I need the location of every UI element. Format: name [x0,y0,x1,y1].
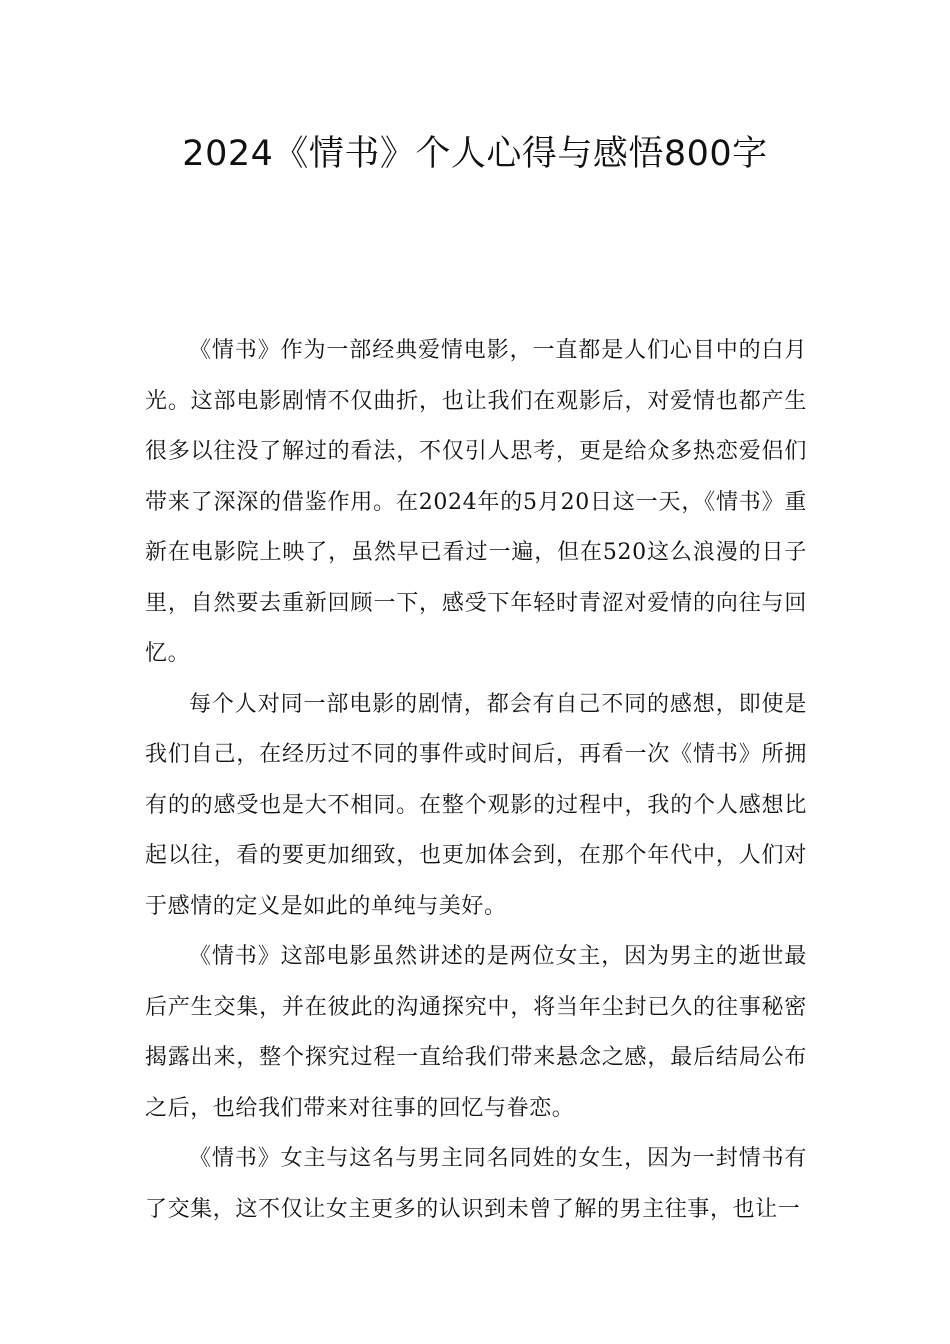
paragraph-2: 每个人对同一部电影的剧情，都会有自己不同的感想，即使是我们自己，在经历过不同的事件或时间后，再看一次《情书》所拥有的的感受也是大不相同。在整个观影的过程中，我的个人感想比起以往，看的要更加细致，也更加体会到，在那个年代中，人们对于感情的定义是如此的单纯与美好。 [145,691,807,919]
paragraph-4: 《情书》女主与这名与男主同名同姓的女生，因为一封情书有了交集，这不仅让女主更多的认识到未曾了解的男主往事，也让一 [145,1146,807,1222]
document-title: 2024《情书》个人心得与感悟800字 [182,134,768,174]
paragraph-1: 《情书》作为一部经典爱情电影，一直都是人们心目中的白月光。这部电影剧情不仅曲折，也让我们在观影后，对爱情也都产生很多以往没了解过的看法，不仅引人思考，更是给众多热恋爱侣们带来了深深的借鉴作用。在2024年的5月20日这一天，《情书》重新在电影院上映了，虽然早已看过一遍，但在520这么浪漫的日子里，自然要去重新回顾一下，感受下年轻时青涩对爱情的向往与回忆。 [145,338,807,666]
document-body [145,326,807,1235]
paragraph-3: 《情书》这部电影虽然讲述的是两位女主，因为男主的逝世最后产生交集，并在彼此的沟通探究中，将当年尘封已久的往事秘密揭露出来，整个探究过程一直给我们带来悬念之感，最后结局公布之后，也给我们带来对往事的回忆与眷恋。 [145,944,807,1121]
